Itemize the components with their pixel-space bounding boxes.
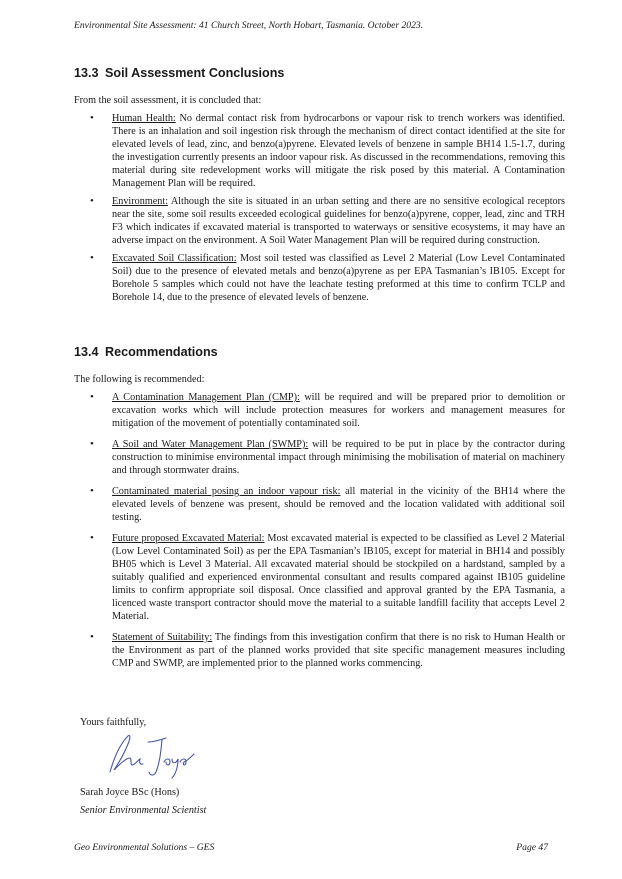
item-term: Excavated Soil Classification: [112,253,237,264]
bullet-icon: • [90,252,94,264]
section-title: Recommendations [105,345,218,359]
list-item [90,252,565,304]
bullet-icon: • [90,532,94,544]
section-heading-recommendations [74,344,218,360]
item-text: will be required to be put in place by the contractor during construction to minimise environmental impact through minimising the mobilisation of material on machinery and through stormwater drains. [112,439,566,476]
list-item [90,532,565,623]
bullet-icon: • [90,112,94,124]
bullet-icon: • [90,485,94,497]
item-text: No dermal contact risk from hydrocarbons or vapour risk to trench workers was identified. There is an inhalation and soil ingestion risk through the mechanism of direct contact identified at the site for elevated levels of lead, zinc, and benzo(a)pyrene. Elevated levels of benzene in sample BH14 1.5-1.7, during the investigation currently presents an indoor vapour risk. As discussed in the recommendations, removing this material during site redevelopment works will mitigate the risk posed by this material. A Contamination Management Plan will be required. [112,113,565,189]
section-intro: From the soil assessment, it is concluded that: [74,95,262,106]
list-item [90,485,565,524]
item-term: Human Health: [112,113,176,124]
item-term: A Contamination Management Plan (CMP): [112,392,300,403]
item-text: all material in the vicinity of the BH14 where the elevated levels of benzene was present, should be removed and the location validated with additional soil testing. [112,486,566,523]
item-text: Although the site is situated in an urban setting and there are no sensitive ecological receptors near the site, some soil results exceeded ecological guidelines for benzo(a)pyrene, copper, lead, zinc and TRH F3 which indicates if excavated material is transported to waterways or sensitive ecosystems, it may have an adverse impact on the environment. A Soil Water Management Plan will be required during construction. [112,196,565,246]
item-text: The findings from this investigation confirm that there is no risk to Human Health or the Environment as part of the planned works provided that site specific management measures including CMP and SWMP, are implemented prior to the planned works commencing. [112,632,566,669]
signatory-name: Sarah Joyce BSc (Hons) [80,787,180,798]
list-item [90,391,565,430]
section-title: Soil Assessment Conclusions [105,66,285,80]
list-item [90,631,565,670]
item-text: will be required and will be prepared prior to demolition or excavation works which will include protection measures for workers and management measures for mitigation of the movement of potentially contaminated soil. [112,392,565,429]
item-term: A Soil and Water Management Plan (SWMP): [112,439,309,450]
item-term: Environment: [112,196,169,207]
item-term: Contaminated material posing an indoor vapour risk: [112,486,341,497]
bullet-icon: • [90,195,94,207]
section-number: 13.3 [74,66,99,80]
page-header: Environmental Site Assessment: 41 Church Street, North Hobart, Tasmania. October 2023. [74,20,424,31]
item-term: Future proposed Excavated Material: [112,533,265,544]
page-number: Page 47 [516,842,548,853]
signatory-title: Senior Environmental Scientist [80,805,207,816]
list-item [90,112,565,190]
item-text: Most excavated material is expected to be classified as Level 2 Material (Low Level Contaminated Soil) as per the EPA Tasmanian’s IB105, except for material in BH14 and possibly BH05 which is Level 3 Material. All excavated material should be stockpiled on a hardstand, sampled by a suitably qualified and experienced environmental consultant and results compared against IB105 guideline limits to confirm appropriate soil disposal. Once classified and approval granted by the EPA Tasmania, a licenced waste transport contractor should move the material to a suitable landfill facility that accepts Level 2 Material. [112,533,565,622]
signature-image [104,728,208,780]
bullet-icon: • [90,631,94,643]
section-intro: The following is recommended: [74,374,205,385]
list-item [90,195,565,247]
recommendations-list [90,391,565,670]
bullet-icon: • [90,438,94,450]
page-footer [74,842,548,854]
footer-company: Geo Environmental Solutions – GES [74,842,215,853]
list-item [90,438,565,477]
item-text: Most soil tested was classified as Level 2 Material (Low Level Contaminated Soil) due to the presence of elevated metals and benzo(a)pyrene as per EPA Tasmanian’s IB105. Except for Borehole 5 samples which could not have the leachate testing preformed at this time to confirm TCLP and Borehole 14, due to the presence of elevated levels of benzene. [112,253,565,303]
conclusions-list [90,112,565,304]
section-number: 13.4 [74,345,99,359]
section-heading-soil-assessment [74,65,284,81]
item-term: Statement of Suitability: [112,632,213,643]
salutation: Yours faithfully, [80,717,147,728]
bullet-icon: • [90,391,94,403]
